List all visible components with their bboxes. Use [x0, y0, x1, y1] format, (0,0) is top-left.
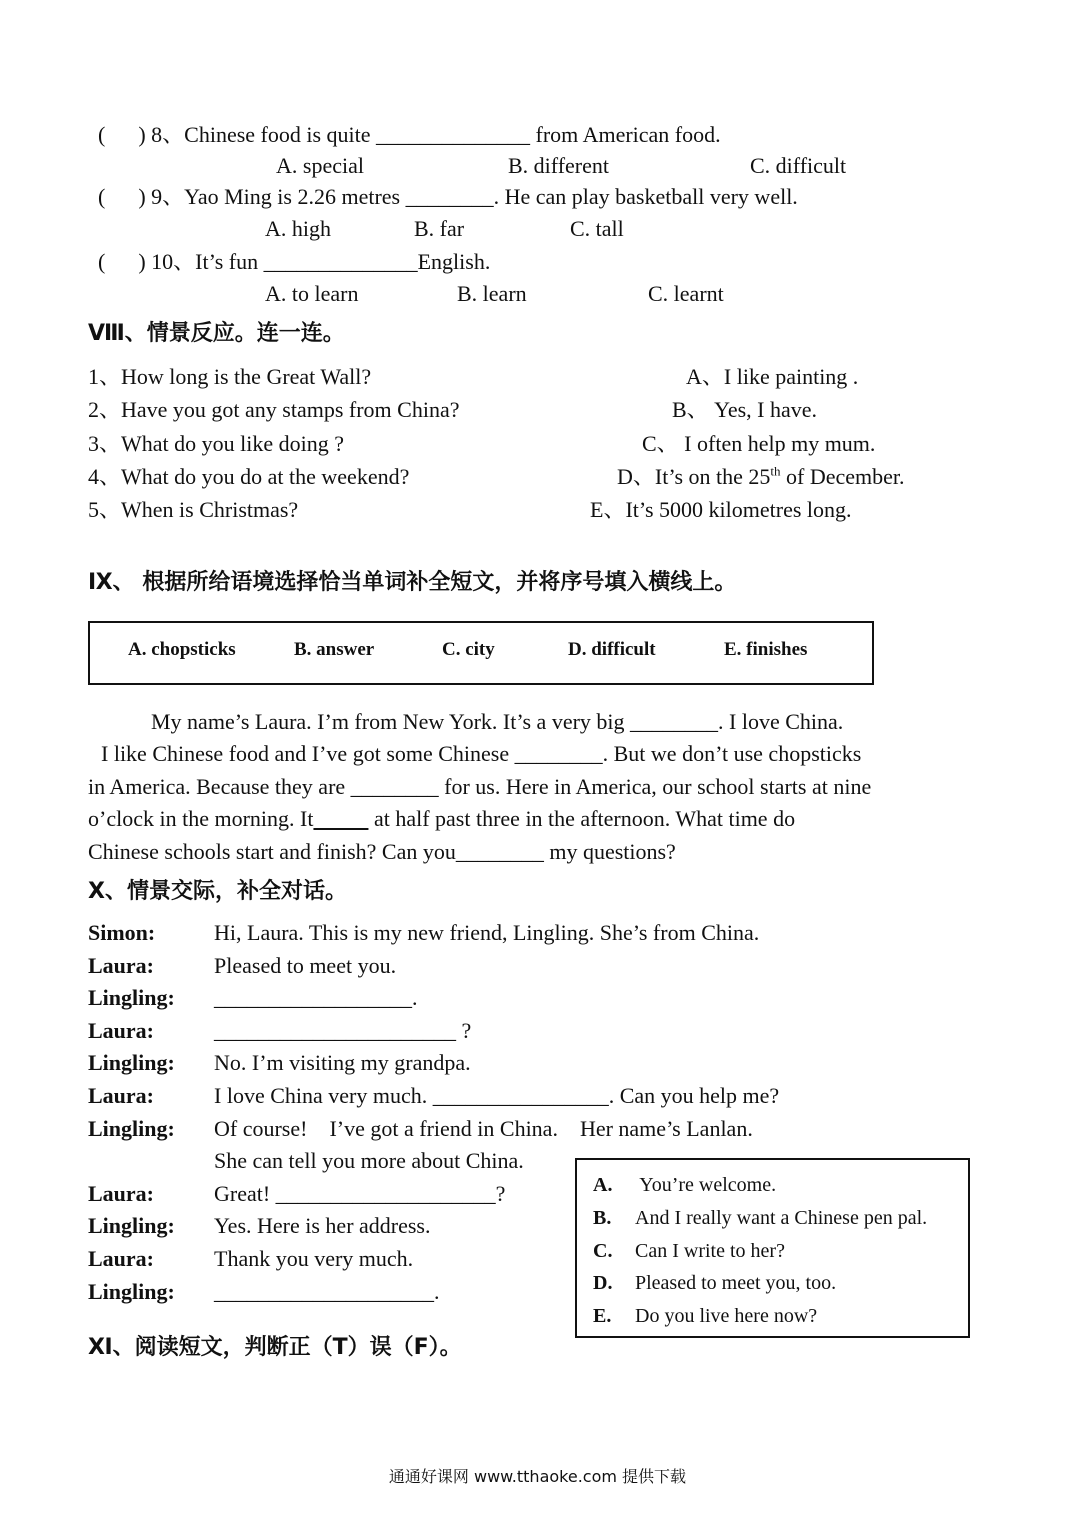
dialog-utterance: I love China very much. ________________. Can you help me? [214, 1083, 780, 1108]
dialog-speaker: Lingling: [88, 985, 175, 1010]
mc-9-option-b: B. far [414, 216, 465, 241]
dialog-utterance: Of course! I’ve got a friend in China. Her name’s Lanlan. [214, 1116, 753, 1141]
passage-line-3: in America. Because they are ________ for us. Here in America, our school starts at nine [88, 774, 872, 799]
word-bank-item: D. difficult [568, 639, 656, 660]
word-bank-box [88, 621, 874, 685]
passage-line-2: I like Chinese food and I’ve got some Chinese ________. But we don’t use chopsticks [101, 741, 862, 766]
match-question-1: 1、How long is the Great Wall? [88, 364, 372, 389]
match-question-5: 5、When is Christmas? [88, 497, 299, 522]
word-bank-item: E. finishes [724, 639, 808, 660]
option-row: D. Pleased to meet you, too. [593, 1272, 837, 1294]
mc-8-option-b: B. different [508, 153, 610, 178]
section-8-title: Ⅷ、情景反应。连一连。 [88, 321, 345, 346]
option-row: C. Can I write to her? [593, 1240, 785, 1262]
mc-question-8: ( ) 8、Chinese food is quite ______________ from American food. [98, 122, 721, 147]
mc-10-option-a: A. to learn [265, 281, 359, 306]
dialog-utterance: ____________________. [214, 1279, 440, 1304]
mc-9-option-c: C. tall [570, 216, 624, 241]
match-answer-d: D、It’s on the 25th of December. [617, 463, 905, 489]
dialog-options-box [575, 1158, 970, 1338]
dialog-utterance: No. I’m visiting my grandpa. [214, 1050, 471, 1075]
dialog-speaker: Laura: [88, 1083, 154, 1108]
match-answer-a: A、I like painting . [686, 364, 859, 389]
word-bank-item: A. chopsticks [128, 639, 236, 660]
dialog-utterance: __________________. [214, 985, 418, 1010]
match-question-4: 4、What do you do at the weekend? [88, 464, 410, 489]
passage-line-4: o’clock in the morning. It at half past three in the afternoon. What time do [88, 806, 796, 831]
dialog-speaker: Lingling: [88, 1116, 175, 1141]
section-10-title: Ⅹ、情景交际，补全对话。 [88, 879, 347, 904]
dialog-speaker: Laura: [88, 1246, 154, 1271]
dialog-utterance: Hi, Laura. This is my new friend, Lingling. She’s from China. [214, 920, 760, 945]
option-row: B. And I really want a Chinese pen pal. [593, 1207, 928, 1229]
mc-question-9: ( ) 9、Yao Ming is 2.26 metres ________. He can play basketball very well. [98, 184, 798, 209]
match-question-2: 2、Have you got any stamps from China? [88, 397, 460, 422]
dialog-utterance: Yes. Here is her address. [214, 1213, 431, 1238]
mc-9-option-a: A. high [265, 216, 331, 241]
word-bank-item: C. city [442, 639, 495, 660]
option-row: A. You’re welcome. [593, 1174, 777, 1196]
dialog-speaker: Lingling: [88, 1279, 175, 1304]
match-question-3: 3、What do you like doing ? [88, 431, 345, 456]
dialog-utterance: Great! ____________________? [214, 1181, 506, 1206]
dialog-utterance: Pleased to meet you. [214, 953, 397, 978]
dialog-speaker: Simon: [88, 920, 156, 945]
dialog-speaker: Lingling: [88, 1213, 175, 1238]
footer: 通通好课网 www.tthaoke.com 提供下载 [388, 1467, 687, 1486]
mc-8-option-c: C. difficult [750, 153, 847, 178]
section-9-title: Ⅸ、 根据所给语境选择恰当单词补全短文，并将序号填入横线上。 [88, 570, 737, 595]
passage-line-5: Chinese schools start and finish? Can you________ my questions? [88, 839, 676, 864]
mc-question-10: ( ) 10、It’s fun ______________English. [98, 249, 491, 274]
word-bank-item: B. answer [294, 639, 375, 660]
dialog-utterance: ______________________ ? [214, 1018, 472, 1043]
dialog-speaker: Laura: [88, 1181, 154, 1206]
dialog-speaker: Lingling: [88, 1050, 175, 1075]
mc-10-option-c: C. learnt [648, 281, 724, 306]
dialog-speaker: Laura: [88, 953, 154, 978]
passage-line-1: My name’s Laura. I’m from New York. It’s a very big ________. I love China. [151, 709, 844, 734]
dialog-speaker: Laura: [88, 1018, 154, 1043]
match-answer-b: B、 Yes, I have. [672, 397, 818, 422]
option-row: E. Do you live here now? [593, 1305, 818, 1327]
dialog-utterance: Thank you very much. [214, 1246, 414, 1271]
section-11-title: Ⅺ、阅读短文，判断正（T）误（F）。 [88, 1335, 462, 1360]
mc-8-option-a: A. special [276, 153, 364, 178]
match-answer-e: E、It’s 5000 kilometres long. [590, 497, 852, 522]
dialog-utterance: She can tell you more about China. [214, 1148, 524, 1173]
mc-10-option-b: B. learn [457, 281, 527, 306]
match-answer-c: C、 I often help my mum. [642, 431, 876, 456]
